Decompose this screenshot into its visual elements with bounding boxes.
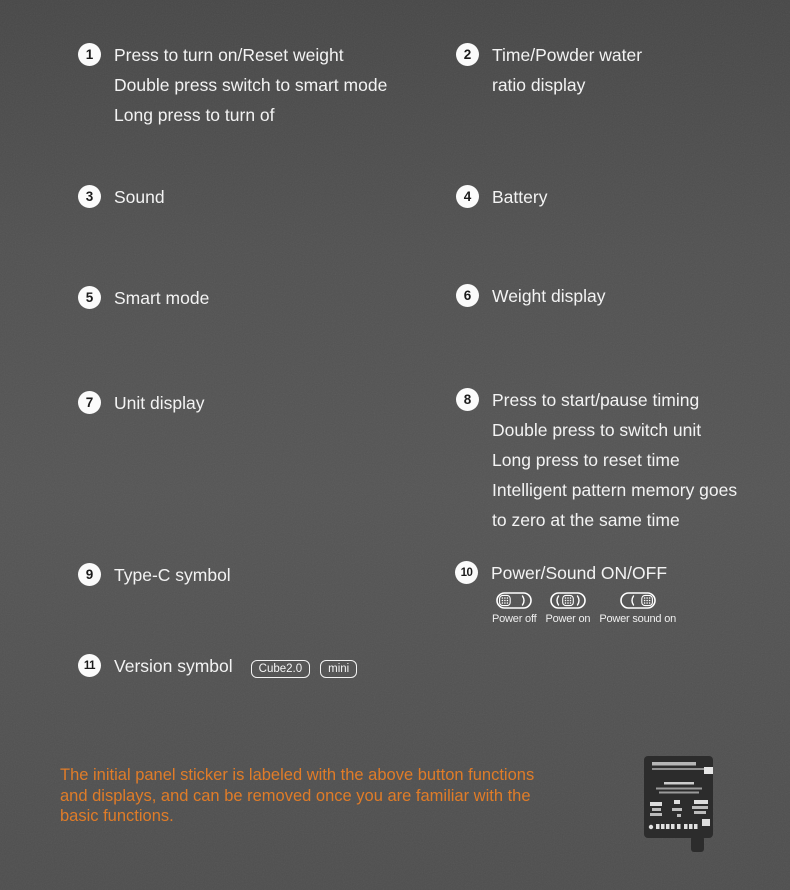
version-symbol-label: Version symbol xyxy=(114,656,233,676)
item-text-line: Double press switch to smart mode xyxy=(114,75,388,95)
item-number-badge: 2 xyxy=(456,43,479,66)
version-badge-mini: mini xyxy=(320,660,357,678)
footer-note-line: and displays, and can be removed once you are familiar with the xyxy=(60,786,531,805)
toggle-power-on-icon xyxy=(550,592,586,609)
instruction-item-6 xyxy=(456,281,606,311)
toggle-power-sound-on-icon xyxy=(620,592,656,609)
item-number-badge: 9 xyxy=(78,563,101,586)
toggle-label: Power off xyxy=(492,613,537,625)
power-off-group xyxy=(492,592,536,625)
item-number-badge: 7 xyxy=(78,391,101,414)
instruction-item-1 xyxy=(78,40,387,130)
item-text-line xyxy=(114,651,357,681)
version-badge-cube: Cube2.0 xyxy=(251,660,310,678)
item-number-badge: 8 xyxy=(456,388,479,411)
version-badges xyxy=(251,660,358,678)
item-number-badge: 11 xyxy=(78,654,101,677)
item-text-line: Double press to switch unit xyxy=(492,420,702,440)
item-text-line: Sound xyxy=(114,187,165,207)
item-number-badge: 10 xyxy=(455,561,478,584)
item-text-line: Battery xyxy=(492,187,548,207)
item-text-line: to zero at the same time xyxy=(492,510,680,530)
item-text-line: Press to start/pause timing xyxy=(492,390,700,410)
instruction-item-10 xyxy=(455,558,676,625)
item-text-line: Unit display xyxy=(114,393,205,413)
toggle-label: Power on xyxy=(545,613,591,625)
instruction-item-4 xyxy=(456,182,547,212)
item-text-line: ratio display xyxy=(492,75,586,95)
instruction-item-7 xyxy=(78,388,204,418)
instruction-item-8 xyxy=(456,385,737,535)
instruction-item-9 xyxy=(78,560,231,590)
panel-sticker-image xyxy=(644,756,714,854)
item-text-line: Intelligent pattern memory goes xyxy=(492,480,738,500)
power-toggle-row xyxy=(492,592,676,625)
item-number-badge: 4 xyxy=(456,185,479,208)
item-number-badge: 6 xyxy=(456,284,479,307)
item-number-badge: 5 xyxy=(78,286,101,309)
item-text-line: Weight display xyxy=(492,286,606,306)
item-text-line: Long press to reset time xyxy=(492,450,680,470)
footer-note-line: basic functions. xyxy=(60,807,174,826)
toggle-label: Power sound on xyxy=(599,613,677,625)
item-text-line: Press to turn on/Reset weight xyxy=(114,45,344,65)
instruction-item-5 xyxy=(78,283,209,313)
item-number-badge: 3 xyxy=(78,185,101,208)
instruction-item-11 xyxy=(78,651,357,681)
item-text-line: Long press to turn of xyxy=(114,105,275,125)
footer-note-line: The initial panel sticker is labeled with the above button functions xyxy=(60,766,535,784)
item-text-line: Time/Powder water xyxy=(492,45,643,65)
footer-note xyxy=(60,765,534,827)
instruction-item-2 xyxy=(456,40,642,100)
toggle-power-off-icon xyxy=(496,592,532,609)
item-text-line: Type-C symbol xyxy=(114,565,231,585)
power-on-group xyxy=(545,592,590,625)
instruction-item-3 xyxy=(78,182,165,212)
item-number-badge: 1 xyxy=(78,43,101,66)
power-sound-on-group xyxy=(599,592,676,625)
item-text-line: Smart mode xyxy=(114,288,210,308)
item-text-line: Power/Sound ON/OFF xyxy=(491,563,668,583)
